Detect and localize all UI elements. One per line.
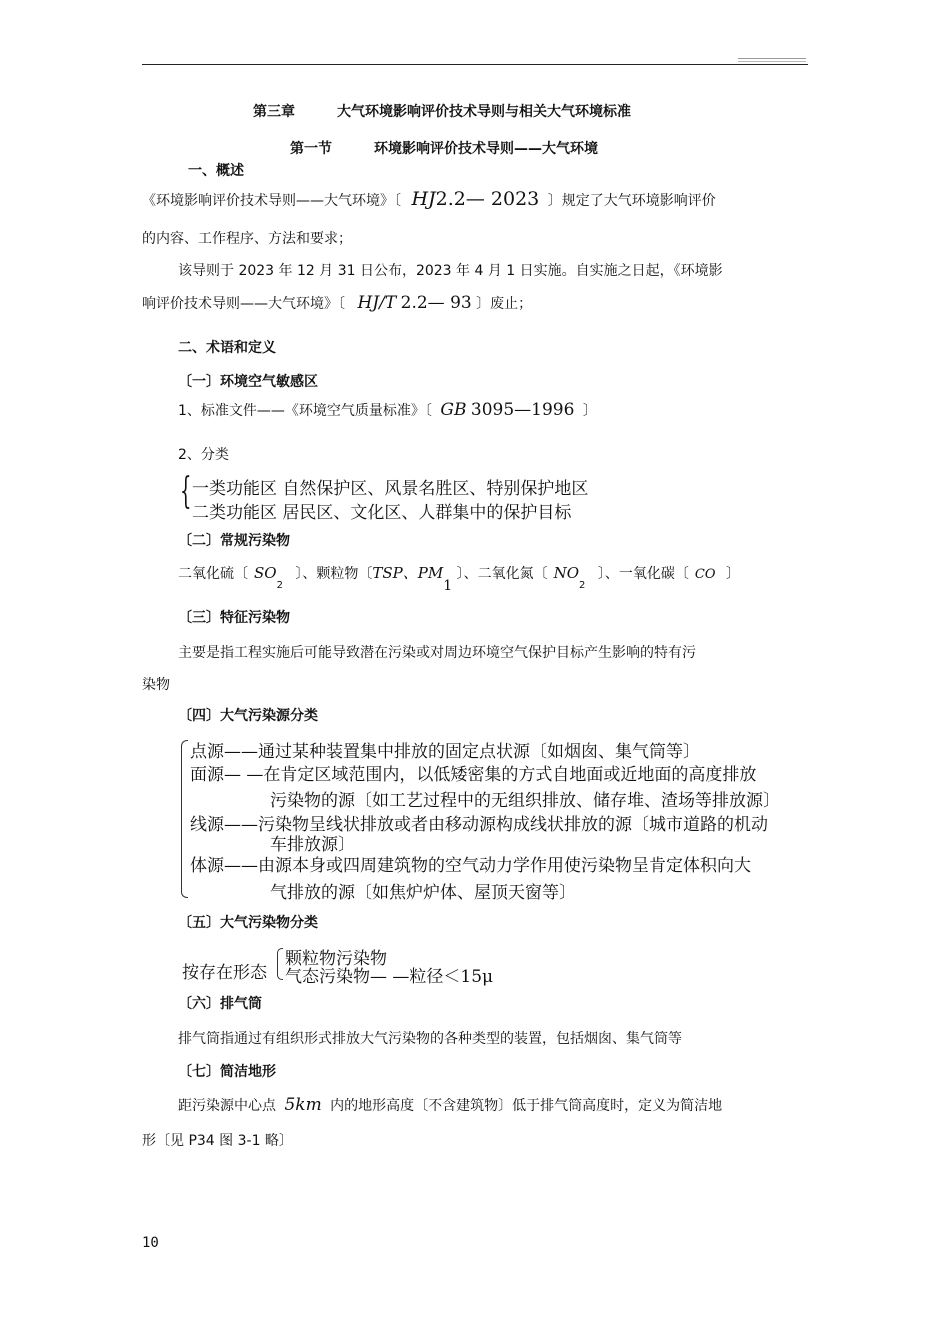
- heading-conventional: 〔二〕常规污染物: [178, 533, 290, 549]
- heading-pollutant-classes: 〔五〕大气污染物分类: [178, 915, 318, 931]
- source-brace: [181, 740, 188, 898]
- heading-characteristic: 〔三〕特征污染物: [178, 610, 290, 626]
- conventional-list: 二氧化硫〔 $SO_2$ 〕、颗粒物〔TSP、PM1 〕、二氧化氮〔 $NO_2$ 〕、一氧化碳〔 CO 〕: [178, 564, 740, 594]
- form-label: 按存在形态: [182, 963, 267, 983]
- point-source: 点源——通过某种装置集中排放的固定点状源〔如烟囱、集气筒等〕: [190, 742, 700, 762]
- class-brace: {: [180, 471, 192, 512]
- line-source-line2: 车排放源〕: [270, 835, 355, 855]
- no2-formula: NO: [553, 564, 580, 582]
- class-1: 一类功能区 自然保护区、风景名胜区、特别保护地区: [192, 479, 589, 499]
- so2-formula: SO: [254, 564, 277, 582]
- page-number: 10: [142, 1235, 159, 1251]
- heading-source-classes: 〔四〕大气污染源分类: [178, 708, 318, 724]
- distance-value: 5km: [284, 1095, 322, 1115]
- sensitive-item1: 1、标准文件——《环境空气质量标准》〔 GB 3095—1996 〕: [178, 400, 597, 420]
- particulate-class: 颗粒物污染物: [285, 949, 387, 969]
- gb-code: GB: [440, 400, 467, 420]
- characteristic-line2: 染物: [142, 677, 170, 693]
- terrain-line2: 形〔见 P34 图 3-1 略〕: [142, 1133, 293, 1149]
- old-standard-number: 2.2— 93: [400, 293, 472, 313]
- header-corner-mark-2: [738, 61, 806, 62]
- overview-para1-line1: 《环境影响评价技术导则——大气环境》〔 HJ2.2— 2023 〕规定了大气环境影响评价: [142, 188, 716, 210]
- standard-number: 2.2— 2023: [435, 188, 540, 210]
- heading-terms: 二、术语和定义: [178, 340, 276, 356]
- heading-stack: 〔六〕排气筒: [178, 996, 262, 1012]
- standard-code: HJ: [411, 188, 436, 210]
- stack-definition: 排气筒指通过有组织形式排放大气污染物的各种类型的装置，包括烟囱、集气筒等: [178, 1031, 682, 1047]
- header-rule: [142, 64, 808, 65]
- overview-para2-line1: 该导则于 2023 年 12 月 31 日公布，2023 年 4 月 1 日实施。自实施之日起，《环境影: [178, 263, 723, 279]
- characteristic-line1: 主要是指工程实施后可能导致潜在污染或对周边环境空气保护目标产生影响的特有污: [178, 645, 696, 661]
- header-corner-mark: [738, 58, 806, 59]
- heading-overview: 一、概述: [188, 163, 244, 179]
- area-source-line2: 污染物的源〔如工艺过程中的无组织排放、储存堆、渣场等排放源〕: [270, 791, 780, 811]
- gaseous-class: 气态污染物— —粒径＜15μ: [285, 967, 494, 987]
- form-brace: [277, 948, 283, 980]
- heading-simple-terrain: 〔七〕简洁地形: [178, 1064, 276, 1080]
- co-formula: CO: [694, 567, 716, 582]
- volume-source-line1: 体源——由源本身或四周建筑物的空气动力学作用使污染物呈肯定体积向大: [190, 856, 751, 876]
- overview-para2-line2: 响评价技术导则——大气环境》〔 HJ/T 2.2— 93 〕废止；: [142, 293, 533, 313]
- gb-number: 3095—1996: [470, 400, 575, 420]
- tsp-pm-formula: TSP、PM: [372, 564, 444, 582]
- sensitive-item2: 2、分类: [178, 447, 229, 463]
- chapter-title: 第三章 大气环境影响评价技术导则与相关大气环境标准: [253, 104, 631, 120]
- volume-source-line2: 气排放的源〔如焦炉炉体、屋顶天窗等〕: [270, 883, 576, 903]
- old-standard-code: HJ/T: [357, 293, 397, 313]
- class-2: 二类功能区 居民区、文化区、人群集中的保护目标: [192, 503, 572, 523]
- overview-para1-line2: 的内容、工作程序、方法和要求；: [142, 231, 352, 247]
- line-source-line1: 线源——污染物呈线状排放或者由移动源构成线状排放的源〔城市道路的机动: [190, 815, 768, 835]
- terrain-line1: 距污染源中心点 5km 内的地形高度〔不含建筑物〕低于排气筒高度时，定义为简洁地: [178, 1095, 723, 1115]
- area-source-line1: 面源— —在肯定区域范围内，以低矮密集的方式自地面或近地面的高度排放: [190, 765, 757, 785]
- section-title: 第一节 环境影响评价技术导则——大气环境: [290, 141, 598, 157]
- heading-sensitive-area: 〔一〕环境空气敏感区: [178, 374, 318, 390]
